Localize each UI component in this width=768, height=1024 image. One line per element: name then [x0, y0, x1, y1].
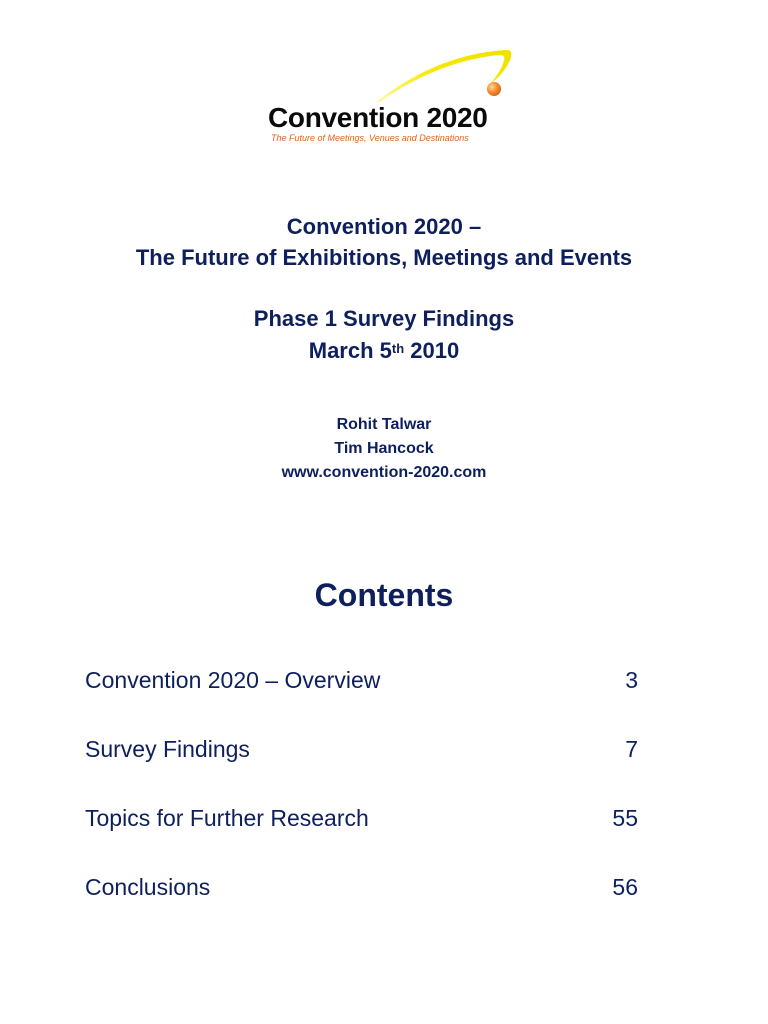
logo-swoosh-icon	[268, 44, 518, 104]
toc-entry-title: Conclusions	[85, 874, 211, 900]
toc-entry-survey-findings[interactable]	[85, 732, 638, 801]
document-subtitle	[0, 303, 768, 367]
website-link[interactable]: www.convention-2020.com	[281, 464, 487, 481]
convention-2020-logo	[268, 44, 518, 148]
subtitle-phase: Phase 1 Survey Findings	[253, 306, 515, 331]
date-suffix: 2010	[404, 338, 460, 363]
contents-heading: Contents	[314, 577, 454, 613]
toc-entry-title: Topics for Further Research	[85, 805, 369, 831]
author-name: Rohit Talwar	[336, 416, 432, 433]
toc-entry-title: Survey Findings	[85, 736, 250, 762]
toc-entry-conclusions[interactable]	[85, 870, 638, 939]
toc-entry-page: 7	[625, 736, 638, 762]
toc-entry-page: 55	[612, 805, 638, 831]
toc-entry-page: 3	[625, 667, 638, 693]
document-title	[0, 211, 768, 273]
toc-entry-overview[interactable]	[85, 663, 638, 732]
logo-tagline: The Future of Meetings, Venues and Destinations	[271, 133, 469, 143]
logo-wordmark: Convention 2020	[268, 102, 488, 133]
date-ordinal: th	[391, 341, 405, 356]
table-of-contents	[85, 663, 638, 939]
toc-entry-further-research[interactable]	[85, 801, 638, 870]
subtitle-date	[0, 335, 768, 367]
title-line-1: Convention 2020 –	[286, 214, 482, 239]
author-name: Tim Hancock	[334, 440, 434, 457]
title-line-2: The Future of Exhibitions, Meetings and Events	[135, 245, 633, 270]
toc-entry-title: Convention 2020 – Overview	[85, 667, 381, 693]
authors-block	[0, 413, 768, 485]
toc-entry-page: 56	[612, 874, 638, 900]
date-prefix: March 5	[308, 338, 392, 363]
